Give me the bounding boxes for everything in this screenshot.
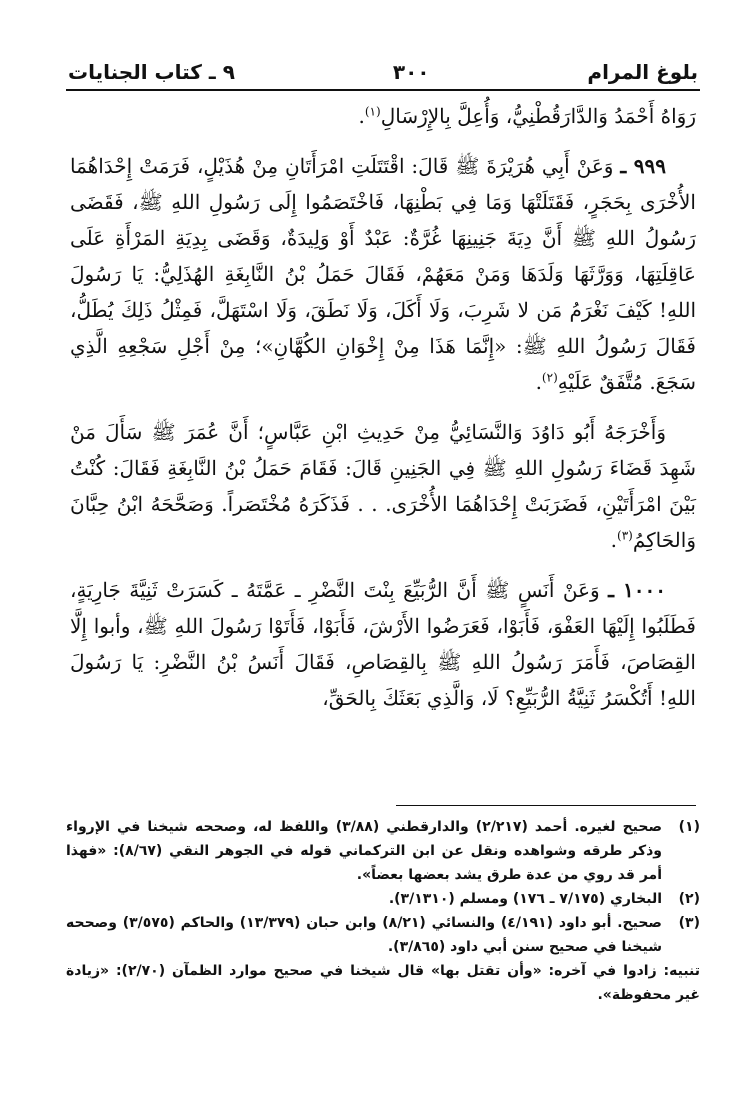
footnote-text: صحيح لغيره. أحمد (٢/٢١٧) والدارقطني (٣/٨٨) واللفظ له، وصححه شيخنا في الإرواء وذكر طرقه وشواهده ونقل عن ابن التركماني قوله في الجوهر النقي (٨/٦٧): «فهذا أمر قد روي من عدة طرق يشد بعضها بعضاً». — [66, 819, 663, 883]
main-text — [70, 98, 696, 730]
footnote-2 — [66, 887, 700, 911]
hadith-text: وَعَنْ أَبِي هُرَيْرَةَ ﷺ قَالَ: اقْتَتَلَتِ امْرَأَتَانِ مِنْ هُذَيْلٍ، فَرَمَتْ إِحْدَاهُمَا الأُخْرَى بِحَجَرٍ، فَقَتَلَتْهَا وَمَا فِي بَطْنِهَا، فَاخْتَصَمُوا إِلَى رَسُولِ اللهِ ﷺ، فَقَضَى رَسُولُ اللهِ ﷺ أَنَّ دِيَةَ جَنِينِهَا غُرَّةٌ: عَبْدٌ أَوْ وَلِيدَةٌ، وَقَضَى بِدِيَةِ المَرْأَةِ عَلَى عَاقِلَتِهَا، وَوَرَّثَهَا وَلَدَهَا وَمَنْ مَعَهُمْ، فَقَالَ حَمَلُ بْنُ النَّابِغَةِ الهُذَلِيُّ: يَا رَسُولَ اللهِ! كَيْفَ نَغْرَمُ مَن لا شَرِبَ، وَلَا أَكَلَ، وَلَا نَطَقَ، وَلَا اسْتَهَلَّ، فَمِثْلُ ذَلِكَ يُطَلُّ، فَقَالَ رَسُولُ اللهِ ﷺ: «إِنَّمَا هَذَا مِنْ إِخْوَانِ الكُهَّانِ»؛ مِنْ أَجْلِ سَجْعِهِ الَّذِي سَجَعَ. مُتَّفَقٌ عَلَيْهِ — [70, 154, 696, 394]
paragraph-abu-dawud: وَأَخْرَجَهُ أَبُو دَاوُدَ وَالنَّسَائِيُّ مِنْ حَدِيثِ ابْنِ عَبَّاسٍ؛ أَنَّ عُمَرَ ﷺ سَأَلَ مَنْ شَهِدَ قَضَاءَ رَسُولِ اللهِ ﷺ فِي الجَنِينِ قَالَ: فَقَامَ حَمَلُ بْنُ النَّابِغَةِ فَقَالَ: كُنْتُ بَيْنَ امْرَأَتَيْنِ، فَضَرَبَتْ إِحْدَاهُمَا الأُخْرَى. . . فَذَكَرَهُ مُخْتَصَراً. وَصَحَّحَهُ ابْنُ حِبَّانَ وَالحَاكِمُ$^{(٣)}$. — [70, 420, 696, 552]
footnote-tanbih: تنبيه: زادوا في آخره: «وأن تقتل بها» قال شيخنا في صحيح موارد الظمآن (٢/٧٠): «زيادة غير محفوظة». — [66, 963, 701, 1003]
footnote-3 — [66, 911, 700, 959]
footnotes — [66, 815, 700, 1007]
hadith-1000 — [70, 572, 696, 716]
header-rule — [66, 89, 700, 91]
footnote-ref-2: (٢) — [541, 370, 558, 385]
hadith-number: ٩٩٩ ـ — [620, 154, 667, 178]
paragraph-text: وَأَخْرَجَهُ أَبُو دَاوُدَ وَالنَّسَائِيُّ مِنْ حَدِيثِ ابْنِ عَبَّاسٍ؛ أَنَّ عُمَرَ ﷺ سَأَلَ مَنْ شَهِدَ قَضَاءَ رَسُولِ اللهِ ﷺ فِي الجَنِينِ قَالَ: فَقَامَ حَمَلُ بْنُ النَّابِغَةِ فَقَالَ: كُنْتُ بَيْنَ امْرَأَتَيْنِ، فَضَرَبَتْ إِحْدَاهُمَا الأُخْرَى. . . فَذَكَرَهُ مُخْتَصَراً. وَصَحَّحَهُ ابْنُ حِبَّانَ وَالحَاكِمُ — [70, 420, 696, 552]
footnote-text: صحيح. أبو داود (٤/١٩١) والنسائي (٨/٢١) وابن حبان (١٣/٣٧٩) والحاكم (٣/٥٧٥) وصححه شيخنا في صحيح سنن أبي داود (٣/٨٦٥). — [66, 915, 662, 955]
book-title: بلوغ المرام — [587, 60, 698, 84]
footnote-number: (٢) — [678, 891, 700, 907]
footnote-1 — [66, 815, 700, 887]
footnote-number: (٣) — [678, 915, 700, 931]
hadith-number: ١٠٠٠ ـ — [608, 578, 666, 602]
hadith-text: وَعَنْ أَنَسٍ ﷺ أَنَّ الرُّبَيِّعَ بِنْتَ النَّضْرِ ـ عَمَّتَهُ ـ كَسَرَتْ ثَنِيَّةَ جَارِيَةٍ، فَطَلَبُوا إِلَيْهَا العَفْوَ، فَأَبَوْا، فَعَرَضُوا الأَرْشَ، فَأَبَوْا، فَأَتَوْا رَسُولَ اللهِ ﷺ، وأبوا إِلَّا القِصَاصَ، فَأَمَرَ رَسُولُ اللهِ ﷺ بِالقِصَاصِ، فَقَالَ أَنَسُ بْنُ النَّضْرِ: يَا رَسُولَ اللهِ! أَتُكْسَرُ ثَنِيَّةُ الرُّبَيِّعِ؟ لَا، وَالَّذِي بَعَثَكَ بِالحَقِّ، — [70, 578, 696, 710]
hadith-999: ٩٩٩ ـ وَعَنْ أَبِي هُرَيْرَةَ ﷺ قَالَ: اقْتَتَلَتِ امْرَأَتَانِ مِنْ هُذَيْلٍ، فَرَمَتْ إِحْدَاهُمَا الأُخْرَى بِحَجَرٍ، فَقَتَلَتْهَا وَمَا فِي بَطْنِهَا، فَاخْتَصَمُوا إِلَى رَسُولِ اللهِ ﷺ، فَقَضَى رَسُولُ اللهِ ﷺ أَنَّ دِيَةَ جَنِينِهَا غُرَّةٌ: عَبْدٌ أَوْ وَلِيدَةٌ، وَقَضَى بِدِيَةِ المَرْأَةِ عَلَى عَاقِلَتِهَا، وَوَرَّثَهَا وَلَدَهَا وَمَنْ مَعَهُمْ، فَقَالَ حَمَلُ بْنُ النَّابِغَةِ الهُذَلِيُّ: يَا رَسُولَ اللهِ! كَيْفَ نَغْرَمُ مَن لا شَرِبَ، وَلَا أَكَلَ، وَلَا نَطَقَ، وَلَا اسْتَهَلَّ، فَمِثْلُ ذَلِكَ يُطَلُّ، فَقَالَ رَسُولُ اللهِ ﷺ: «إِنَّمَا هَذَا مِنْ إِخْوَانِ الكُهَّانِ»؛ مِنْ أَجْلِ سَجْعِهِ الَّذِي سَجَعَ. مُتَّفَقٌ عَلَيْهِ$^{(٢)}$. — [70, 154, 696, 394]
paragraph-text: رَوَاهُ أَحْمَدُ وَالدَّارَقُطْنِيُّ، وَأُعِلَّ بِالإِرْسَالِ — [380, 104, 696, 128]
footnote-rule — [396, 805, 696, 806]
chapter-title: ٩ ـ كتاب الجنايات — [68, 60, 235, 84]
footnote-ref-3: (٣) — [617, 528, 633, 543]
page-header — [68, 56, 698, 88]
paragraph-riwaya: رَوَاهُ أَحْمَدُ وَالدَّارَقُطْنِيُّ، وَأُعِلَّ بِالإِرْسَالِ$^{(١)}$. — [358, 104, 696, 128]
footnote-number: (١) — [678, 819, 700, 835]
footnote-text: البخاري (٧/١٧٥ ـ ١٧٦) ومسلم (٣/١٣١٠). — [388, 891, 662, 907]
footnote-ref-1: (١) — [364, 104, 381, 119]
page-number: ٣٠٠ — [392, 60, 430, 84]
